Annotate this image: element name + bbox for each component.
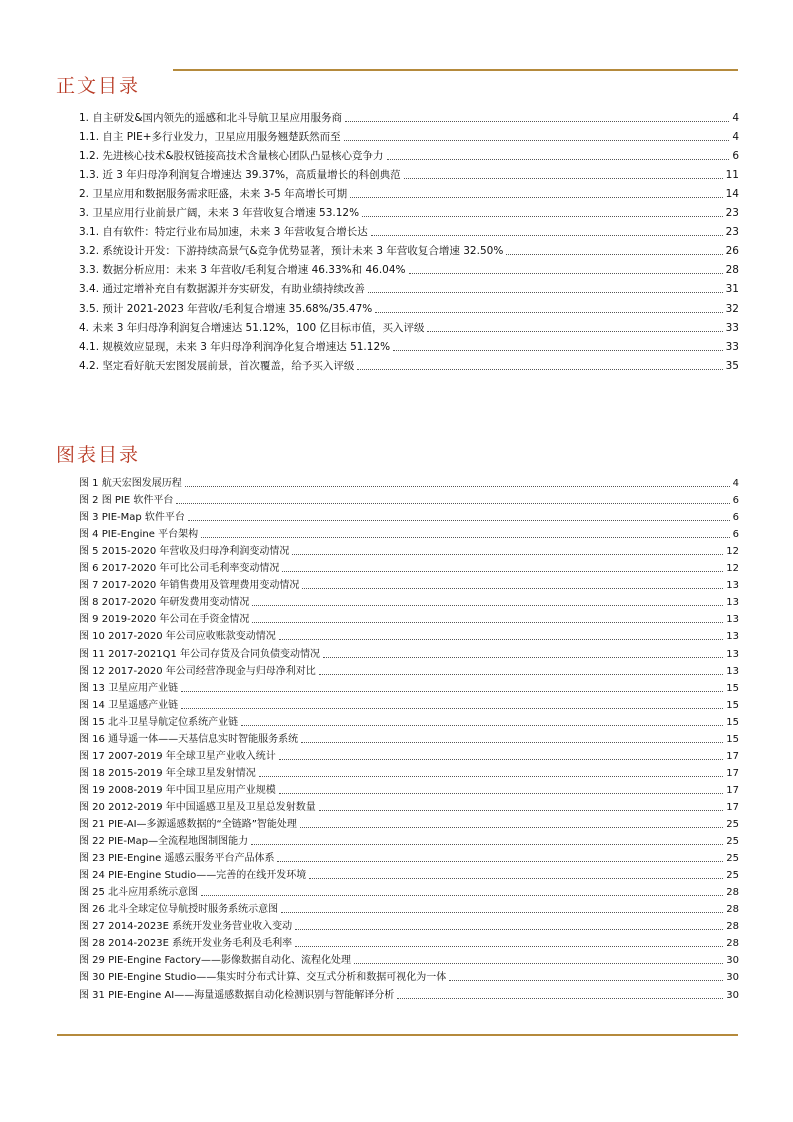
dot-leader	[387, 159, 730, 160]
dot-leader	[185, 486, 730, 487]
figure-entry-text: 图 26 北斗全球定位导航授时服务系统示意图	[79, 904, 279, 916]
figure-entry[interactable]	[79, 797, 739, 814]
figure-entry[interactable]	[79, 592, 739, 609]
figure-entry-page: 13	[726, 631, 739, 643]
toc-entry-page: 32	[725, 302, 739, 315]
toc-entry-text: 4.1. 规模效应显现，未来 3 年归母净利润净化复合增速达 51.12%	[79, 340, 391, 353]
figure-entry[interactable]	[79, 780, 739, 797]
figure-entry[interactable]	[79, 473, 739, 490]
figure-entry[interactable]	[79, 746, 739, 763]
dot-leader	[259, 776, 723, 777]
figure-entry-text: 图 16 通导遥一体——天基信息实时智能服务系统	[79, 733, 299, 745]
figure-entry-text: 图 13 卫星应用产业链	[79, 682, 179, 694]
dot-leader	[295, 929, 723, 930]
figure-entry-page: 13	[726, 597, 739, 609]
figure-entry-page: 12	[726, 563, 739, 575]
dot-leader	[279, 639, 723, 640]
figures-title: 图表目录	[56, 444, 141, 466]
figure-entry-page: 17	[726, 767, 739, 779]
figure-entry[interactable]	[79, 712, 739, 729]
figure-entry[interactable]	[79, 899, 739, 916]
figure-entry-text: 图 29 PIE-Engine Factory——影像数据自动化、流程化处理	[79, 955, 351, 967]
figure-entry-page: 30	[726, 972, 739, 984]
figure-entry-page: 6	[732, 512, 739, 524]
figure-entry-page: 28	[726, 904, 739, 916]
figure-entry-page: 25	[726, 853, 739, 865]
figure-entry-text: 图 31 PIE-Engine AI——海量遥感数据自动化检测识别与智能解译分析	[79, 989, 395, 1001]
toc-entry-page: 23	[725, 226, 739, 239]
figure-entry[interactable]	[79, 729, 739, 746]
dot-leader	[354, 963, 723, 964]
toc-entry-text: 1. 自主研发&国内领先的遥感和北斗导航卫星应用服务商	[79, 112, 343, 124]
figure-entry[interactable]	[79, 695, 739, 712]
toc-entry-page: 28	[725, 264, 739, 277]
dot-leader	[409, 273, 723, 274]
toc-entry-page: 35	[725, 359, 739, 372]
toc-entry-page: 31	[725, 283, 739, 296]
toc-entry[interactable]	[79, 145, 739, 163]
figure-entry-text: 图 1 航天宏图发展历程	[79, 478, 182, 489]
toc-entry-text: 3.1. 自有软件：特定行业布局加速，未来 3 年营收复合增长达	[79, 226, 368, 239]
dot-leader	[371, 235, 723, 236]
toc-entry-page: 26	[725, 245, 739, 258]
figure-entry-page: 25	[726, 870, 739, 882]
toc-entry-text: 3.2. 系统设计开发：下游持续高景气&竞争优势显著，预计未来 3 年营收复合增速 32.50%	[79, 245, 504, 258]
figure-entry[interactable]	[79, 848, 739, 865]
toc-entry-page: 33	[725, 340, 739, 353]
figure-entry-page: 15	[726, 716, 739, 728]
toc-entry[interactable]	[79, 355, 739, 373]
figure-entry-text: 图 6 2017-2020 年可比公司毛利率变动情况	[79, 563, 280, 575]
figure-entry[interactable]	[79, 575, 739, 592]
dot-leader	[251, 844, 723, 845]
dot-leader	[300, 827, 723, 828]
figure-entry[interactable]	[79, 882, 739, 899]
dot-leader	[252, 622, 723, 623]
dot-leader	[449, 980, 723, 981]
dot-leader	[279, 793, 723, 794]
dot-leader	[188, 520, 730, 521]
toc-entry-text: 1.3. 近 3 年归母净利润复合增速达 39.37%，高质量增长的科创典范	[79, 169, 401, 182]
dot-leader	[375, 312, 722, 313]
figure-entry-page: 28	[726, 938, 739, 950]
figure-entry[interactable]	[79, 950, 739, 967]
toc-entry[interactable]	[79, 183, 739, 201]
figure-entry-page: 25	[726, 819, 739, 830]
dot-leader	[319, 674, 723, 675]
figure-entry-page: 6	[732, 529, 739, 541]
toc-entry[interactable]	[79, 298, 739, 316]
dot-leader	[302, 588, 723, 589]
figure-entry-text: 图 14 卫星遥感产业链	[79, 699, 179, 711]
toc-entry[interactable]	[79, 126, 739, 144]
figure-entry-page: 15	[726, 699, 739, 711]
figure-entry-text: 图 12 2017-2020 年公司经营净现金与归母净利对比	[79, 665, 316, 677]
figure-entry-text: 图 24 PIE-Engine Studio——完善的在线开发环境	[79, 870, 307, 882]
toc-title: 正文目录	[56, 75, 141, 97]
dot-leader	[301, 742, 723, 743]
toc-entry-page: 11	[725, 169, 739, 182]
toc-entry-text: 3.3. 数据分析应用：未来 3 年营收/毛利复合增速 46.33%和 46.04%	[79, 264, 406, 277]
figure-entry-page: 13	[726, 648, 739, 660]
dot-leader	[295, 946, 723, 947]
figure-entry-text: 图 22 PIE-Map—全流程地图制图能力	[79, 836, 249, 848]
figure-entry[interactable]	[79, 490, 739, 507]
figure-entry-page: 28	[726, 921, 739, 933]
figure-entry-text: 图 10 2017-2020 年公司应收账款变动情况	[79, 631, 276, 643]
toc-entry-text: 4.2. 坚定看好航天宏图发展前景，首次覆盖，给予买入评级	[79, 359, 355, 372]
dot-leader	[323, 657, 723, 658]
toc-entry[interactable]	[79, 317, 739, 335]
figure-entry-text: 图 28 2014-2023E 系统开发业务毛利及毛利率	[79, 938, 293, 950]
toc-entry-page: 23	[725, 207, 739, 220]
figure-entry-page: 30	[726, 989, 739, 1001]
figure-entry-page: 13	[726, 665, 739, 677]
dot-leader	[397, 998, 723, 999]
dot-leader	[201, 537, 730, 538]
dot-leader	[350, 197, 722, 198]
toc-entry[interactable]	[79, 259, 739, 277]
toc-entry-text: 3.5. 预计 2021-2023 年营收/毛利复合增速 35.68%/35.47%	[79, 302, 373, 315]
toc-entry[interactable]	[79, 336, 739, 354]
figure-entry[interactable]	[79, 967, 739, 984]
dot-leader	[404, 178, 723, 179]
figure-entry-text: 图 25 北斗应用系统示意图	[79, 887, 199, 899]
header-rule	[173, 69, 738, 71]
figure-entry-text: 图 7 2017-2020 年销售费用及管理费用变动情况	[79, 580, 300, 592]
dot-leader	[345, 121, 729, 122]
figure-entry[interactable]	[79, 763, 739, 780]
dot-leader	[427, 331, 722, 332]
figure-entry-page: 12	[726, 546, 739, 558]
dot-leader	[357, 369, 722, 370]
toc-entry[interactable]	[79, 221, 739, 239]
toc-entry-page: 6	[732, 150, 739, 163]
toc-entry[interactable]	[79, 164, 739, 182]
dot-leader	[282, 571, 723, 572]
toc-entry[interactable]	[79, 202, 739, 220]
figure-entry[interactable]	[79, 541, 739, 558]
footer-rule	[57, 1034, 738, 1036]
figure-entry-page: 6	[732, 495, 739, 507]
figure-entry[interactable]	[79, 814, 739, 831]
figure-entry[interactable]	[79, 644, 739, 661]
figure-entry-page: 25	[726, 836, 739, 848]
figure-entry-text: 图 3 PIE-Map 软件平台	[79, 512, 185, 524]
figure-entry-page: 15	[726, 733, 739, 745]
figure-entry-text: 图 20 2012-2019 年中国遥感卫星及卫星总发射数量	[79, 801, 316, 813]
figure-entry[interactable]	[79, 985, 739, 1002]
figure-entry-page: 17	[726, 750, 739, 762]
figure-entry[interactable]	[79, 661, 739, 678]
figure-entry-text: 图 4 PIE-Engine 平台架构	[79, 529, 199, 541]
toc-entry-text: 3.4. 通过定增补充自有数据源并夯实研发，有助业绩持续改善	[79, 283, 365, 296]
dot-leader	[506, 254, 722, 255]
figure-entry-text: 图 8 2017-2020 年研发费用变动情况	[79, 597, 250, 609]
figure-entry-text: 图 15 北斗卫星导航定位系统产业链	[79, 716, 239, 728]
toc-entry-text: 1.2. 先进核心技术&股权链接高技术含量核心团队凸显核心竞争力	[79, 150, 384, 163]
dot-leader	[176, 503, 729, 504]
toc-entry[interactable]	[79, 240, 739, 258]
dot-leader	[252, 605, 723, 606]
dot-leader	[362, 216, 723, 217]
figure-entry[interactable]	[79, 933, 739, 950]
figure-entry[interactable]	[79, 558, 739, 575]
figure-entry[interactable]	[79, 678, 739, 695]
figure-entry-text: 图 19 2008-2019 年中国卫星应用产业规模	[79, 784, 276, 796]
toc-entry[interactable]	[79, 278, 739, 296]
figure-entry-page: 4	[732, 478, 739, 489]
dot-leader	[201, 895, 723, 896]
figure-entry[interactable]	[79, 609, 739, 626]
dot-leader	[319, 810, 723, 811]
figure-entry-text: 图 2 图 PIE 软件平台	[79, 495, 174, 507]
figure-entry[interactable]	[79, 626, 739, 643]
figure-entry[interactable]	[79, 524, 739, 541]
figure-entry[interactable]	[79, 507, 739, 524]
figure-entry-text: 图 18 2015-2019 年全球卫星发射情况	[79, 767, 256, 779]
dot-leader	[368, 292, 723, 293]
dot-leader	[181, 708, 723, 709]
figure-entry-page: 13	[726, 580, 739, 592]
toc-entry[interactable]	[79, 107, 739, 125]
figure-entry-text: 图 17 2007-2019 年全球卫星产业收入统计	[79, 750, 276, 762]
toc-entry-text: 4. 未来 3 年归母净利润复合增速达 51.12%，100 亿目标市值，买入评级	[79, 321, 425, 334]
figure-entry-page: 30	[726, 955, 739, 967]
toc-entry-text: 2. 卫星应用和数据服务需求旺盛，未来 3-5 年高增长可期	[79, 188, 348, 201]
figure-entry-text: 图 11 2017-2021Q1 年公司存货及合同负债变动情况	[79, 648, 321, 660]
figure-entry-page: 28	[726, 887, 739, 899]
figure-entry-text: 图 5 2015-2020 年营收及归母净利润变动情况	[79, 546, 290, 558]
dot-leader	[279, 759, 723, 760]
dot-leader	[309, 878, 723, 879]
toc-entry-page: 14	[725, 188, 739, 201]
dot-leader	[181, 691, 723, 692]
figure-entry[interactable]	[79, 916, 739, 933]
figure-entry-text: 图 27 2014-2023E 系统开发业务营业收入变动	[79, 921, 293, 933]
figure-entry-page: 13	[726, 614, 739, 626]
figure-entry-page: 15	[726, 682, 739, 694]
figure-entry-text: 图 21 PIE-AI—多源遥感数据的“全链路”智能处理	[79, 819, 297, 830]
figure-entry[interactable]	[79, 831, 739, 848]
figure-entry-text: 图 9 2019-2020 年公司在手资金情况	[79, 614, 250, 626]
figure-entry-page: 17	[726, 784, 739, 796]
figure-entry[interactable]	[79, 865, 739, 882]
dot-leader	[344, 140, 730, 141]
dot-leader	[292, 554, 723, 555]
figure-entry-text: 图 30 PIE-Engine Studio——集实时分布式计算、交互式分析和数据可视化为一体	[79, 972, 447, 984]
figure-entry-page: 17	[726, 801, 739, 813]
toc-entry-text: 1.1. 自主 PIE+多行业发力，卫星应用服务翘楚跃然而至	[79, 131, 341, 144]
dot-leader	[277, 861, 723, 862]
toc-entry-text: 3. 卫星应用行业前景广阔，未来 3 年营收复合增速 53.12%	[79, 207, 360, 220]
dot-leader	[281, 912, 723, 913]
toc-entry-page: 4	[732, 131, 739, 144]
dot-leader	[241, 725, 723, 726]
toc-entry-page: 4	[732, 112, 739, 124]
figure-entry-text: 图 23 PIE-Engine 遥感云服务平台产品体系	[79, 853, 275, 865]
dot-leader	[393, 350, 723, 351]
toc-entry-page: 33	[725, 321, 739, 334]
